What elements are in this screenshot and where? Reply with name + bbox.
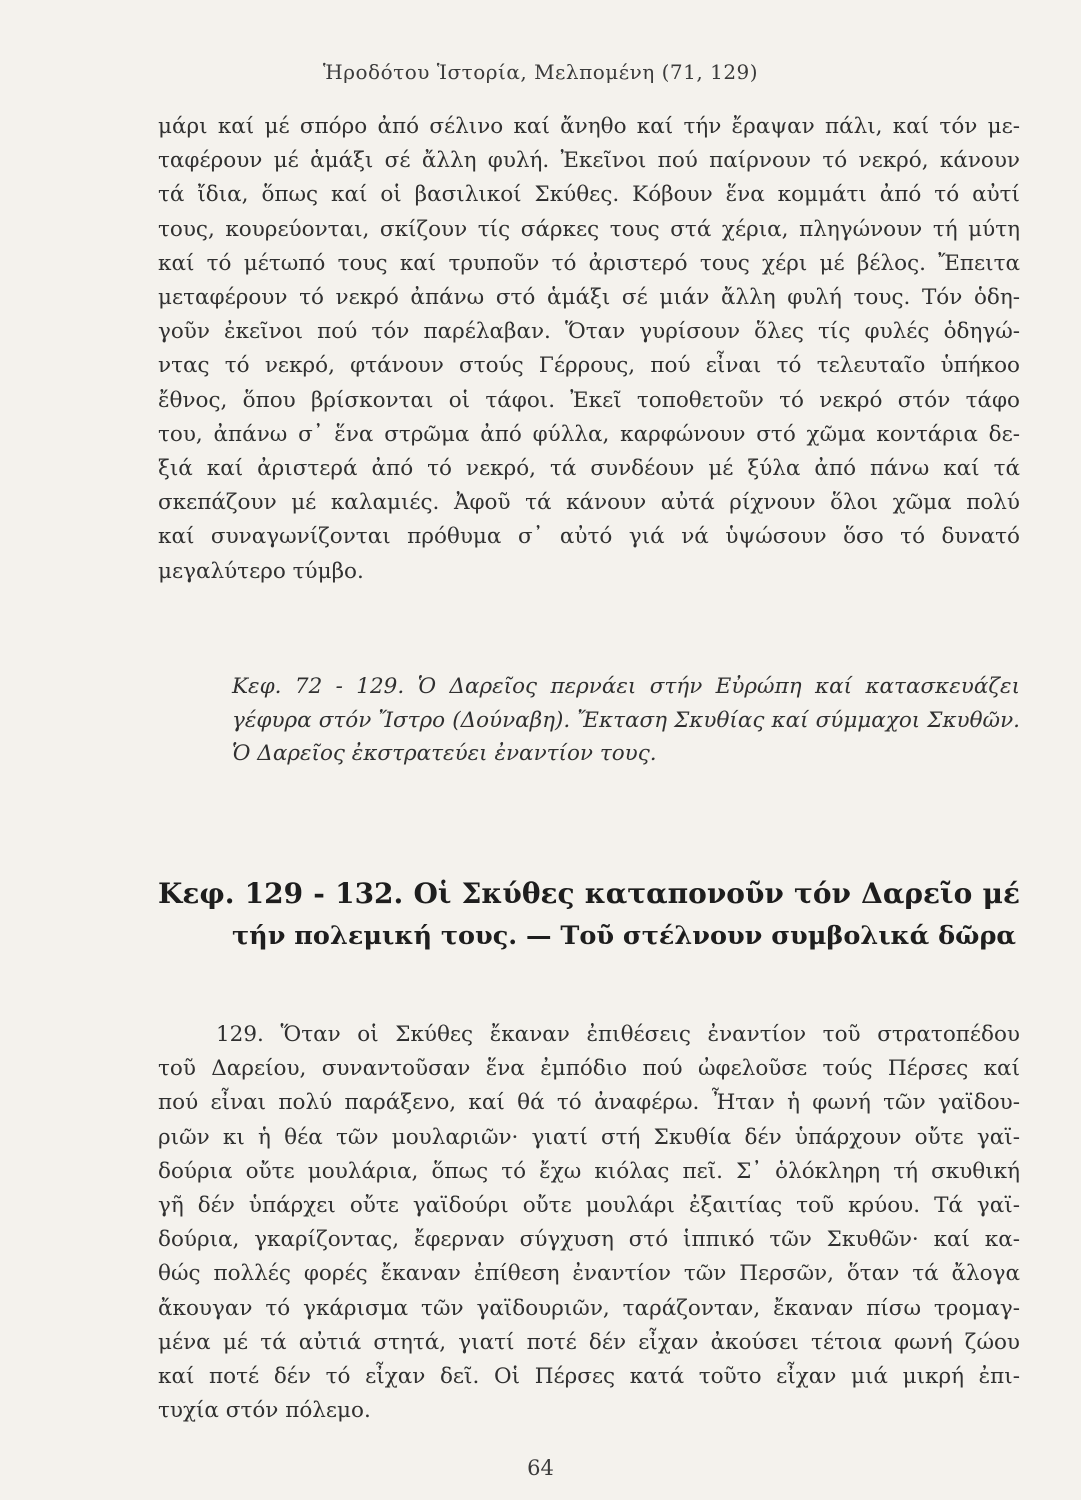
section-heading [158, 872, 1020, 958]
summary-line: Κεφ. 72 - 129. Ὁ Δαρεῖος περνάει στήν Εὐρώπη καί κατασκευάζει [232, 674, 1020, 699]
text-line: μεταφέρουν τό νεκρό ἀπάνω στό ἁμάξι σέ μιάν ἄλλη φυλή τους. Τόν ὁδη- [158, 285, 1020, 311]
running-head: Ἡροδότου Ἱστορία, Μελπομένη (71, 129) [322, 60, 759, 84]
text-line: γῆ δέν ὑπάρχει οὔτε γαϊδούρι οὔτε μουλάρι ἐξαιτίας τοῦ κρύου. Τά γαϊ- [158, 1193, 1020, 1219]
text-line: καί ποτέ δέν τό εἶχαν δεῖ. Οἱ Πέρσες κατά τοῦτο εἶχαν μιά μικρή ἐπι- [158, 1364, 1020, 1390]
chapter-summary [232, 670, 1020, 771]
text-line: ντας τό νεκρό, φτάνουν στούς Γέρρους, πού εἶναι τό τελευταῖο ὑπήκοο [158, 353, 1020, 379]
text-line: ξιά καί ἀριστερά ἀπό τό νεκρό, τά συνδέουν μέ ξύλα ἀπό πάνω καί τά [158, 456, 1020, 482]
text-line: 129. Ὅταν οἱ Σκύθες ἔκαναν ἐπιθέσεις ἐναντίον τοῦ στρατοπέδου [216, 1022, 1020, 1047]
text-line: δούρια οὔτε μουλάρια, ὅπως τό ἔχω κιόλας πεῖ. Σ᾽ ὁλόκληρη τή σκυθική [158, 1158, 1020, 1184]
text-line: τους, κουρεύονται, σκίζουν τίς σάρκες τους στά χέρια, πληγώνουν τή μύτη [158, 216, 1020, 242]
text-line: τοῦ Δαρείου, συναντοῦσαν ἕνα ἐμπόδιο πού ὠφελοῦσε τούς Πέρσες καί [158, 1056, 1020, 1082]
text-line: πού εἶναι πολύ παράξενο, καί θά τό ἀναφέρω. Ἦταν ἡ φωνή τῶν γαϊδου- [158, 1090, 1020, 1116]
summary-line: γέφυρα στόν Ἴστρο (Δούναβη). Ἔκταση Σκυθίας καί σύμμαχοι Σκυθῶν. [232, 707, 1020, 733]
summary-line: Ὁ Δαρεῖος ἐκστρατεύει ἐναντίον τους. [232, 741, 657, 766]
text-line: ἄκουγαν τό γκάρισμα τῶν γαϊδουριῶν, ταράζονταν, ἔκαναν πίσω τρομαγ- [158, 1295, 1020, 1321]
body-text-section-129 [158, 1018, 1020, 1428]
text-line: ταφέρουν μέ ἁμάξι σέ ἄλλη φυλή. Ἐκεῖνοι πού παίρνουν τό νεκρό, κάνουν [158, 148, 1020, 174]
text-line: τά ἴδια, ὅπως καί οἱ βασιλικοί Σκύθες. Κόβουν ἕνα κομμάτι ἀπό τό αὐτί [158, 182, 1020, 208]
heading-line-1: Κεφ. 129 - 132. Οἱ Σκύθες καταπονοῦν τόν Δαρεῖο μέ [158, 877, 1020, 910]
text-line: ριῶν κι ἡ θέα τῶν μουλαριῶν· γιατί στή Σκυθία δέν ὑπάρχουν οὔτε γαϊ- [158, 1124, 1020, 1150]
text-line: θώς πολλές φορές ἔκαναν ἐπίθεση ἐναντίον τῶν Περσῶν, ὅταν τά ἄλογα [158, 1261, 1020, 1287]
text-line: καί συναγωνίζονται πρόθυμα σ᾽ αὐτό γιά νά ὑψώσουν ὅσο τό δυνατό [158, 524, 1020, 550]
text-line: τυχία στόν πόλεμο. [158, 1398, 371, 1424]
body-text-continuation [158, 110, 1020, 589]
text-line: σκεπάζουν μέ καλαμιές. Ἀφοῦ τά κάνουν αὐτά ρίχνουν ὅλοι χῶμα πολύ [158, 490, 1020, 516]
text-line: μάρι καί μέ σπόρο ἀπό σέλινο καί ἄνηθο καί τήν ἔραψαν πάλι, καί τόν με- [158, 114, 1020, 139]
text-line: γοῦν ἐκεῖνοι πού τόν παρέλαβαν. Ὅταν γυρίσουν ὅλες τίς φυλές ὁδηγώ- [158, 319, 1020, 345]
text-line: του, ἀπάνω σ᾽ ἕνα στρῶμα ἀπό φύλλα, καρφώνουν στό χῶμα κοντάρια δε- [158, 421, 1020, 447]
text-line: καί τό μέτωπό τους καί τρυποῦν τό ἀριστερό τους χέρι μέ βέλος. Ἔπειτα [158, 250, 1020, 276]
page-number: 64 [527, 1456, 554, 1480]
text-line: δούρια, γκαρίζοντας, ἔφερναν σύγχυση στό ἱππικό τῶν Σκυθῶν· καί κα- [158, 1227, 1020, 1253]
text-line: ἔθνος, ὅπου βρίσκονται οἱ τάφοι. Ἐκεῖ τοποθετοῦν τό νεκρό στόν τάφο [158, 387, 1020, 413]
text-line: μεγαλύτερο τύμβο. [158, 558, 364, 584]
heading-line-2: τήν πολεμική τους. — Τοῦ στέλνουν συμβολικά δῶρα [232, 921, 1017, 951]
text-line: μένα μέ τά αὐτιά στητά, γιατί ποτέ δέν εἶχαν ἀκούσει τέτοια φωνή ζώου [158, 1329, 1020, 1355]
